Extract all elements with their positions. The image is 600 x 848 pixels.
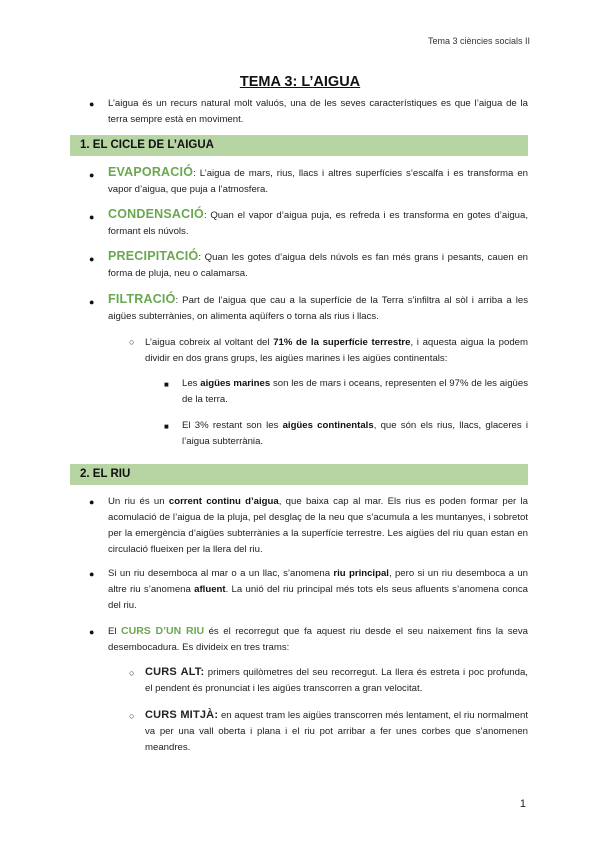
- term-curs-mitja: CURS MITJÀ:: [145, 709, 219, 721]
- circle-bullet-icon: ○: [129, 668, 135, 678]
- bullet-icon: ●: [89, 497, 95, 507]
- text: Un riu és un: [108, 496, 169, 507]
- circle-bullet-icon: ○: [129, 337, 135, 347]
- tram-curs-alt: [145, 664, 528, 697]
- text: L’aigua cobreix al voltant del: [145, 337, 274, 348]
- section-heading-riu: 2. EL RIU: [70, 464, 528, 485]
- text: , que baixa cap al mar. Els rius es poden formar per la acomulació de l’aigua de la pluja, pel desglaç de la neu que s’acumula a les muntanyes, i sobretot per la emergència d’aigües subterrànies a la superfície terrestre. Les aigües del riu quan estan en circulació flueixen per la llera del riu.: [108, 496, 528, 555]
- paragraph-afluent: [108, 566, 528, 614]
- item-text: : Quan el vapor d’aigua puja, es refreda i es transforma en gotes d’aigua, formant els núvols.: [108, 210, 528, 237]
- page-number: 1: [519, 798, 526, 810]
- sub-item-aigues-marines: [182, 376, 528, 408]
- square-bullet-icon: ■: [164, 380, 169, 389]
- bullet-icon: ●: [89, 212, 95, 222]
- term-curs-riu: CURS D’UN RIU: [121, 625, 205, 637]
- bold-text: 71% de la superfície terrestre: [273, 337, 411, 348]
- bullet-icon: ●: [89, 627, 95, 637]
- bullet-icon: ●: [89, 254, 95, 264]
- tram-curs-mitja: [145, 707, 528, 756]
- paragraph-curs: [108, 623, 528, 656]
- circle-bullet-icon: ○: [129, 711, 135, 721]
- text: , que són els rius, llacs, glaceres i l’aigua subterrània.: [182, 420, 528, 447]
- sub-paragraph-superficie: [145, 335, 528, 367]
- list-item-condensacio: [108, 206, 528, 240]
- bullet-icon: ●: [89, 170, 95, 180]
- term-filtracio: FILTRACIÓ: [108, 292, 176, 306]
- bullet-icon: ●: [89, 569, 95, 579]
- bold-text: aigües marines: [200, 378, 271, 389]
- list-item-evaporacio: [108, 164, 528, 198]
- intro-paragraph: L’aigua és un recurs natural molt valuós, una de les seves característiques es que l’aigua de la terra sempre està en moviment.: [108, 98, 528, 125]
- list-item-filtracio: [108, 291, 528, 325]
- item-text: : L’aigua de mars, rius, llacs i altres superfícies s’escalfa i es transforma en vapor d’aigua, que puja a l’atmosfera.: [108, 168, 528, 195]
- sub-item-aigues-continentals: [182, 418, 528, 450]
- item-text: : Part de l’aigua que cau a la superfície de la Terra s’infiltra al sòl i arriba a les aigües subterrànies, on alimenta aqüífers o torna als rius i llacs.: [108, 295, 528, 322]
- text: Si un riu desemboca al mar o a un llac, s’anomena: [108, 568, 334, 579]
- bold-text: afluent: [194, 584, 226, 595]
- section-heading-cicle: 1. EL CICLE DE L’AIGUA: [70, 135, 528, 156]
- running-header: Tema 3 ciències socials II: [427, 36, 530, 46]
- bullet-icon: ●: [89, 99, 95, 109]
- term-precipitacio: PRECIPITACIÓ: [108, 249, 199, 263]
- item-text: : Quan les gotes d’aigua dels núvols es fan més grans i pesants, cauen en forma de pluja, neu o calamarsa.: [108, 252, 528, 279]
- bold-text: corrent continu d’aigua: [168, 496, 279, 507]
- square-bullet-icon: ■: [164, 422, 169, 431]
- term-curs-alt: CURS ALT:: [145, 666, 205, 678]
- text: son les de mars i oceans, representen el 97% de les aigües de la terra.: [182, 378, 528, 405]
- text: El 3% restant son les: [182, 420, 283, 431]
- term-evaporacio: EVAPORACIÓ: [108, 165, 194, 179]
- text: , i aquesta aigua la podem dividir en dos grans grups, les aigües marines i les aigües continentals:: [145, 337, 528, 364]
- bold-text: riu principal: [333, 568, 389, 579]
- text: El: [108, 626, 122, 637]
- text: , pero si un riu desemboca a un altre riu s’anomena: [108, 568, 528, 595]
- text: Les: [182, 378, 201, 389]
- bold-text: aigües continentals: [282, 420, 374, 431]
- text: en aquest tram les aigües transcorren més lentament, el riu normalment va per una vall oberta i plana i el riu pot arribar a fer unes corbes que s’anomenen meandres.: [145, 710, 528, 753]
- term-condensacio: CONDENSACIÓ: [108, 207, 204, 221]
- bullet-icon: ●: [89, 297, 95, 307]
- page-title: TEMA 3: L’AIGUA: [239, 74, 361, 90]
- text: primers quilòmetres del seu recorregut. La llera és estreta i poc profunda, el pendent és pronunciat i les aigües transcorren a gran velocitat.: [145, 667, 528, 694]
- text: . La unió del riu principal més tots els seus afluents s’anomena conca del riu.: [108, 584, 528, 611]
- paragraph-riu: [108, 494, 528, 558]
- list-item-precipitacio: [108, 248, 528, 282]
- text: és el recorregut que fa aquest riu desde el seu naixement fins la seva desembocadura. Es divideix en tres trams:: [108, 626, 528, 653]
